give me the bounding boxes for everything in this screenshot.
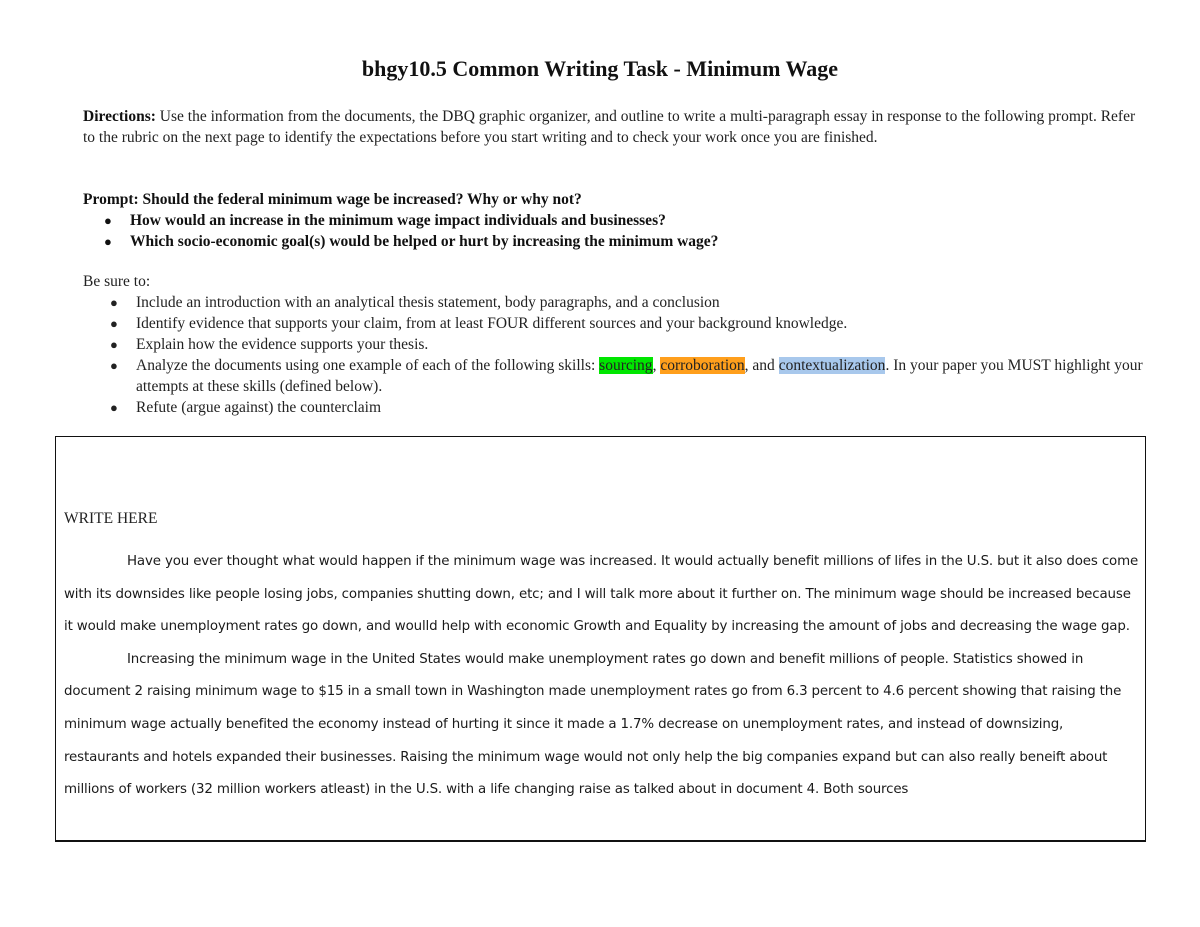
be-sure-list bbox=[83, 292, 1143, 418]
analyze-text-before: Analyze the documents using one example of each of the following skills: bbox=[136, 357, 600, 374]
be-sure-section bbox=[83, 292, 1143, 418]
essay-text[interactable] bbox=[64, 546, 1140, 807]
prompt-bullet-list bbox=[83, 210, 1143, 252]
page-title: bhgy10.5 Common Writing Task - Minimum Wage bbox=[361, 56, 839, 81]
list-item bbox=[83, 231, 1143, 252]
be-sure-item-text: Identify evidence that supports your claim, from at least FOUR different sources and your background knowledge. bbox=[136, 315, 848, 332]
prompt-bullet-text: Which socio-economic goal(s) would be helped or hurt by increasing the minimum wage? bbox=[130, 233, 719, 250]
analyze-separator: , and bbox=[744, 357, 779, 374]
write-here-label: WRITE HERE bbox=[64, 510, 158, 527]
directions-label: Directions: bbox=[83, 108, 156, 125]
list-item bbox=[83, 334, 1143, 355]
directions-paragraph bbox=[83, 106, 1143, 148]
essay-paragraph: Increasing the minimum wage in the United States would make unemployment rates go down and benefit millions of people. Statistics showed in document 2 raising minimum wage to $15 in a small town in Washington made unemployment rates go from 6.3 percent to 4.6 percent showing that raising the minimum wage actually benefited the economy instead of hurting it since it made a 1.7% decrease on unemployment rates, and instead of downsizing, restaurants and hotels expanded their businesses. Raising the minimum wage would not only help the big companies expand but can also really beneift about millions of workers (32 million workers atleast) in the U.S. with a life changing raise as talked about in document 4. Both sources bbox=[64, 651, 1122, 798]
bullet-icon: ● bbox=[110, 358, 118, 373]
be-sure-item-text: Refute (argue against) the counterclaim bbox=[136, 399, 382, 416]
list-item bbox=[83, 397, 1143, 418]
analyze-separator: , bbox=[652, 357, 661, 374]
bullet-icon: ● bbox=[104, 234, 112, 249]
prompt-bullet-text: How would an increase in the minimum wage impact individuals and businesses? bbox=[130, 212, 666, 229]
bullet-icon: ● bbox=[110, 400, 118, 415]
bullet-icon: ● bbox=[110, 316, 118, 331]
bullet-icon: ● bbox=[104, 213, 112, 228]
prompt-main: Prompt: Should the federal minimum wage be increased? Why or why not? bbox=[83, 191, 582, 208]
sourcing-highlight: sourcing bbox=[599, 357, 653, 374]
be-sure-heading: Be sure to: bbox=[83, 273, 151, 290]
essay-paragraph: Have you ever thought what would happen if the minimum wage was increased. It would actually benefit millions of lifes in the U.S. but it also does come with its downsides like people losing jobs, companies shutting down, etc; and I will talk more about it further on. The minimum wage should be increased because it would make unemployment rates go down, and woulld help with economic Growth and Equality by increasing the amount of jobs and decreasing the wage gap. bbox=[64, 554, 1139, 635]
analyze-text-after: . In your paper you MUST highlight your attempts at these skills (defined below). bbox=[136, 357, 1143, 395]
prompt-section bbox=[83, 189, 1143, 252]
bullet-icon: ● bbox=[110, 295, 118, 310]
directions-text: Use the information from the documents, the DBQ graphic organizer, and outline to write a multi-paragraph essay in response to the following prompt. Refer to the rubric on the next page to identify the expectations before you start writing and to check your work once you are finished. bbox=[83, 108, 1136, 146]
essay-writing-box[interactable] bbox=[55, 436, 1146, 842]
contextualization-highlight: contextualization bbox=[778, 357, 886, 374]
list-item bbox=[83, 210, 1143, 231]
be-sure-item-text: Include an introduction with an analytical thesis statement, body paragraphs, and a conclusion bbox=[136, 294, 720, 311]
bullet-icon: ● bbox=[110, 337, 118, 352]
list-item bbox=[83, 313, 1143, 334]
corroboration-highlight: corroboration bbox=[660, 357, 745, 374]
list-item bbox=[83, 355, 1143, 397]
be-sure-item-text: Explain how the evidence supports your thesis. bbox=[136, 336, 429, 353]
list-item bbox=[83, 292, 1143, 313]
